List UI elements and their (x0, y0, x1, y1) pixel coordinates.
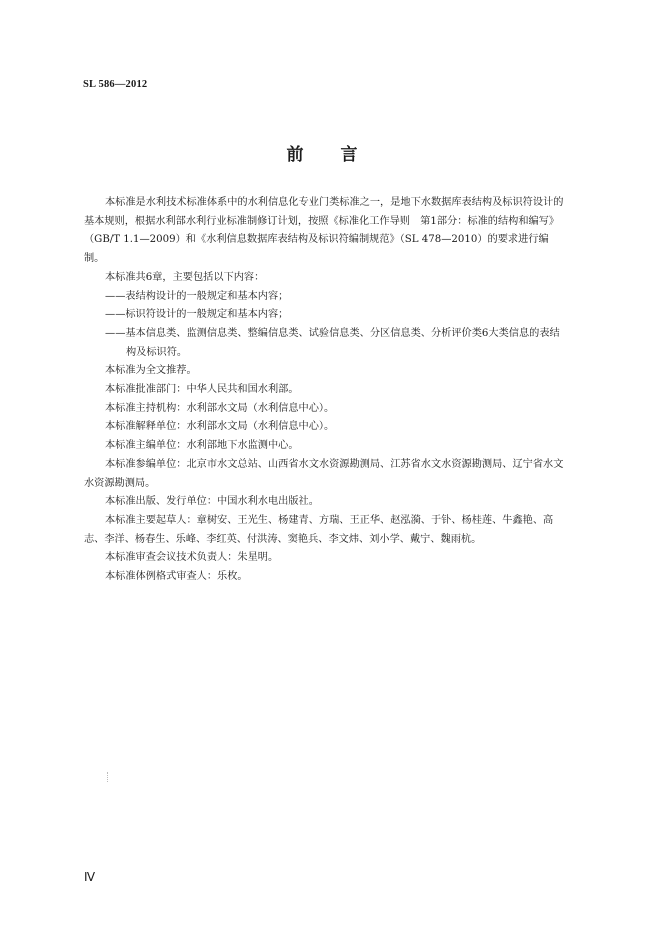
list-item: ——基本信息类、监测信息类、整编信息类、试验信息类、分区信息类、分析评价类6大类信息的表结构及标识符。 (105, 327, 560, 358)
page-number: Ⅳ (84, 870, 96, 884)
title-char-left: 前 (286, 145, 305, 165)
list-item: ——标识符设计的一般规定和基本内容； (105, 309, 289, 321)
paragraph-chapters: 本标准共6章，主要包括以下内容： (105, 271, 265, 283)
paragraph-interpretation: 本标准解释单位：水利部水文局（水利信息中心）。 (105, 421, 335, 433)
paragraph-participants: 本标准参编单位：北京市水文总站、山西省水文水资源勘测局、江苏省水文水资源勘测局、辽宁省水文水资源勘测局。 (84, 458, 564, 489)
paragraph-approval: 本标准批准部门：中华人民共和国水利部。 (105, 384, 299, 396)
standard-code: SL 586—2012 (83, 79, 148, 90)
paragraph-review-lead: 本标准审查会议技术负责人：朱星明。 (105, 552, 279, 564)
scan-artifact (107, 772, 110, 782)
paragraph-host: 本标准主持机构：水利部水文局（水利信息中心）。 (105, 402, 335, 414)
page-title (0, 140, 645, 165)
paragraph-intro: 本标准是水利技术标准体系中的水利信息化专业门类标准之一，是地下水数据库表结构及标识符设计的基本规则，根据水利部水利行业标准制修订计划，按照《标准化工作导则 第1部分：标准的结构和编写》（GB/T 1.1—2009）和《水利信息数据库表结构及标识符编制规范》（SL 478—2010）的要求进行编制。 (84, 197, 564, 265)
title-char-right: 言 (340, 145, 359, 165)
paragraph-chief-editor: 本标准主编单位：水利部地下水监测中心。 (105, 440, 299, 452)
paragraph-drafters: 本标准主要起草人：章树安、王光生、杨建青、方瑞、王正华、赵泓漪、于钋、杨桂莲、牛鑫艳、高志、李洋、杨春生、乐峰、李红英、付洪涛、窦艳兵、李文炜、刘小学、戴宁、魏雨杭。 (84, 514, 554, 545)
list-item: ——表结构设计的一般规定和基本内容； (105, 290, 289, 302)
paragraph-publisher: 本标准出版、发行单位：中国水利水电出版社。 (105, 496, 319, 508)
paragraph-format-reviewer: 本标准体例格式审查人：乐枚。 (105, 571, 248, 583)
paragraph-recommendation: 本标准为全文推荐。 (105, 365, 197, 377)
foreword-body (84, 194, 564, 587)
